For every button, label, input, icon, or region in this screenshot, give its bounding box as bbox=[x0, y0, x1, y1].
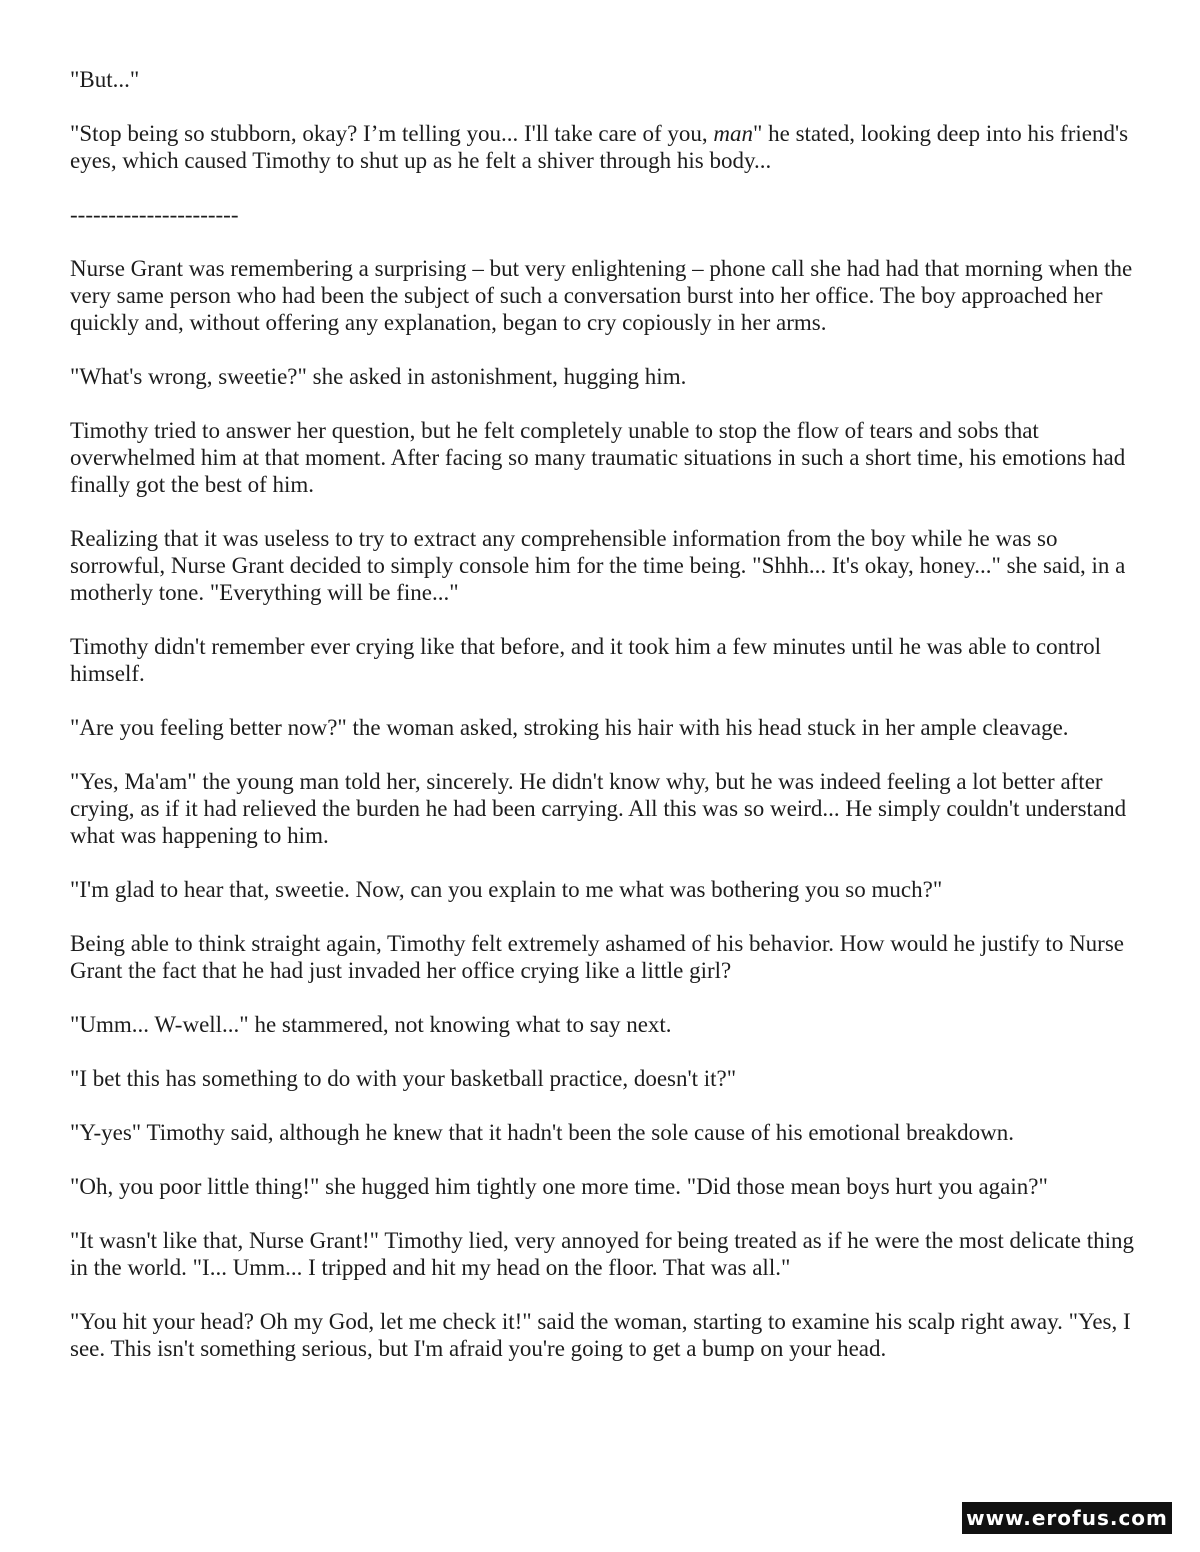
paragraph: "Yes, Ma'am" the young man told her, sincerely. He didn't know why, but he was indeed feeling a lot better after crying, as if it had relieved the burden he had been carrying. All this was so weird... He simply couldn't understand what was happening to him. bbox=[70, 769, 1127, 848]
paragraph: "Umm... W-well..." he stammered, not knowing what to say next. bbox=[70, 1012, 672, 1037]
watermark: www.erofus.com bbox=[962, 1502, 1172, 1534]
paragraph: "What's wrong, sweetie?" she asked in astonishment, hugging him. bbox=[70, 364, 687, 389]
paragraph: "But..." bbox=[70, 67, 140, 92]
paragraph: "It wasn't like that, Nurse Grant!" Timothy lied, very annoyed for being treated as if he were the most delicate thing in the world. "I... Umm... I tripped and hit my head on the floor. That was all." bbox=[70, 1228, 1135, 1280]
paragraph: Timothy tried to answer her question, but he felt completely unable to stop the flow of tears and sobs that overwhelmed him at that moment. After facing so many traumatic situations in such a short time, his emotions had finally got the best of him. bbox=[70, 418, 1126, 497]
paragraph: Being able to think straight again, Timothy felt extremely ashamed of his behavior. How would he justify to Nurse Grant the fact that he had just invaded her office crying like a little girl? bbox=[70, 931, 1125, 983]
section-separator: ---------------------- bbox=[70, 202, 239, 227]
paragraph: Nurse Grant was remembering a surprising – but very enlightening – phone call she had had that morning when the very same person who had been the subject of such a conversation burst into her office. The boy approached her quickly and, without offering any explanation, began to cry copiously in her arms. bbox=[70, 256, 1133, 335]
paragraph: "I bet this has something to do with your basketball practice, doesn't it?" bbox=[70, 1066, 737, 1091]
paragraph: Realizing that it was useless to try to extract any comprehensible information from the boy while he was so sorrowful, Nurse Grant decided to simply console him for the time being. "Shhh... It's okay, honey..." she said, in a motherly tone. "Everything will be fine..." bbox=[70, 526, 1126, 605]
emphasis-text: man bbox=[713, 121, 753, 146]
document-page bbox=[70, 66, 1140, 1389]
paragraph: "Y-yes" Timothy said, although he knew that it hadn't been the sole cause of his emotional breakdown. bbox=[70, 1120, 1015, 1145]
paragraph: "Are you feeling better now?" the woman asked, stroking his hair with his head stuck in her ample cleavage. bbox=[70, 715, 1069, 740]
paragraph-text: " he stated, looking deep into his friend's eyes, which caused Timothy to shut up as he felt a shiver through his body... bbox=[70, 121, 1129, 173]
paragraph: "You hit your head? Oh my God, let me check it!" said the woman, starting to examine his scalp right away. "Yes, I see. This isn't something serious, but I'm afraid you're going to get a bump on your head. bbox=[70, 1309, 1131, 1361]
paragraph: "Oh, you poor little thing!" she hugged him tightly one more time. "Did those mean boys hurt you again?" bbox=[70, 1174, 1048, 1199]
paragraph-text: "Stop being so stubborn, okay? I’m telling you... I'll take care of you, bbox=[70, 121, 714, 146]
paragraph bbox=[70, 120, 1140, 174]
paragraph: Timothy didn't remember ever crying like that before, and it took him a few minutes until he was able to control himself. bbox=[70, 634, 1102, 686]
paragraph: "I'm glad to hear that, sweetie. Now, can you explain to me what was bothering you so much?" bbox=[70, 877, 943, 902]
